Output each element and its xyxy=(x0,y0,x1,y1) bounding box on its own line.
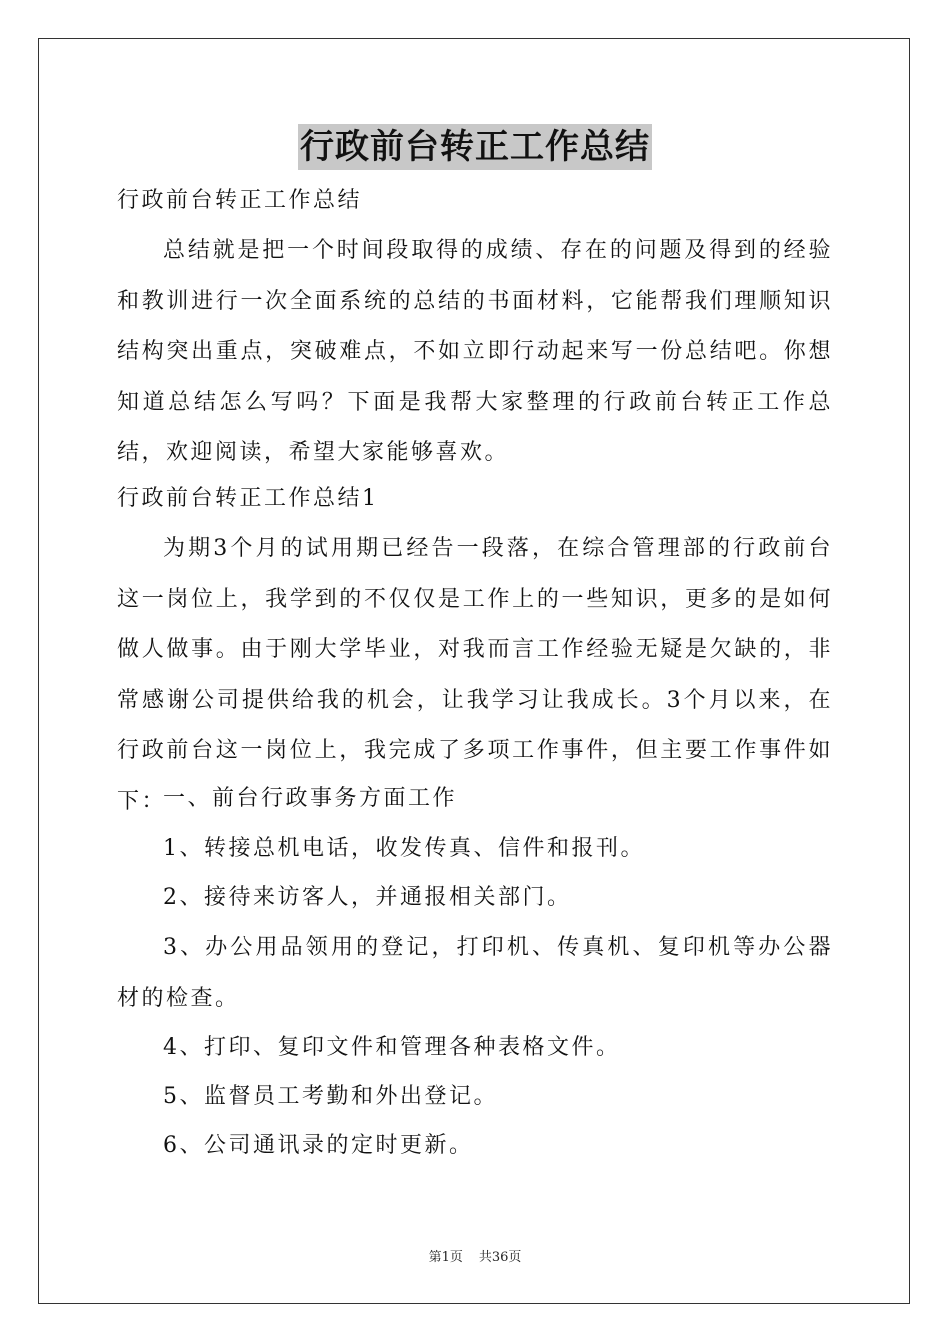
list-item: 3、办公用品领用的登记，打印机、传真机、复印机等办公器材的检查。 xyxy=(117,935,833,1011)
list-heading: 一、前台行政事务方面工作 xyxy=(163,786,458,811)
document-title: 行政前台转正工作总结 xyxy=(298,124,652,170)
list-item: 6、公司通讯录的定时更新。 xyxy=(163,1133,474,1158)
page-footer xyxy=(0,1246,950,1265)
section-heading: 行政前台转正工作总结1 xyxy=(117,486,379,511)
body-paragraph: 为期3个月的试用期已经告一段落，在综合管理部的行政前台这一岗位上，我学到的不仅仅是工作上的一些知识，更多的是如何做人做事。由于刚大学毕业，对我而言工作经验无疑是欠缺的，非常感谢公司提供给我的机会，让我学习让我成长。3个月以来，在行政前台这一岗位上，我完成了多项工作事件，但主要工作事件如下： xyxy=(117,536,833,814)
list-item: 2、接待来访客人，并通报相关部门。 xyxy=(163,885,572,910)
page-number: 第1页 xyxy=(428,1250,463,1265)
list-item: 4、打印、复印文件和管理各种表格文件。 xyxy=(163,1035,621,1060)
total-pages: 共36页 xyxy=(478,1250,522,1265)
list-item: 1、转接总机电话，收发传真、信件和报刊。 xyxy=(163,836,645,861)
intro-paragraph: 总结就是把一个时间段取得的成绩、存在的问题及得到的经验和教训进行一次全面系统的总结的书面材料，它能帮我们理顺知识结构突出重点，突破难点，不如立即行动起来写一份总结吧。你想知道总结怎么写吗？下面是我帮大家整理的行政前台转正工作总结，欢迎阅读，希望大家能够喜欢。 xyxy=(117,238,833,465)
document-subtitle: 行政前台转正工作总结 xyxy=(117,188,363,213)
list-item: 5、监督员工考勤和外出登记。 xyxy=(163,1084,498,1109)
title-container xyxy=(0,124,950,170)
